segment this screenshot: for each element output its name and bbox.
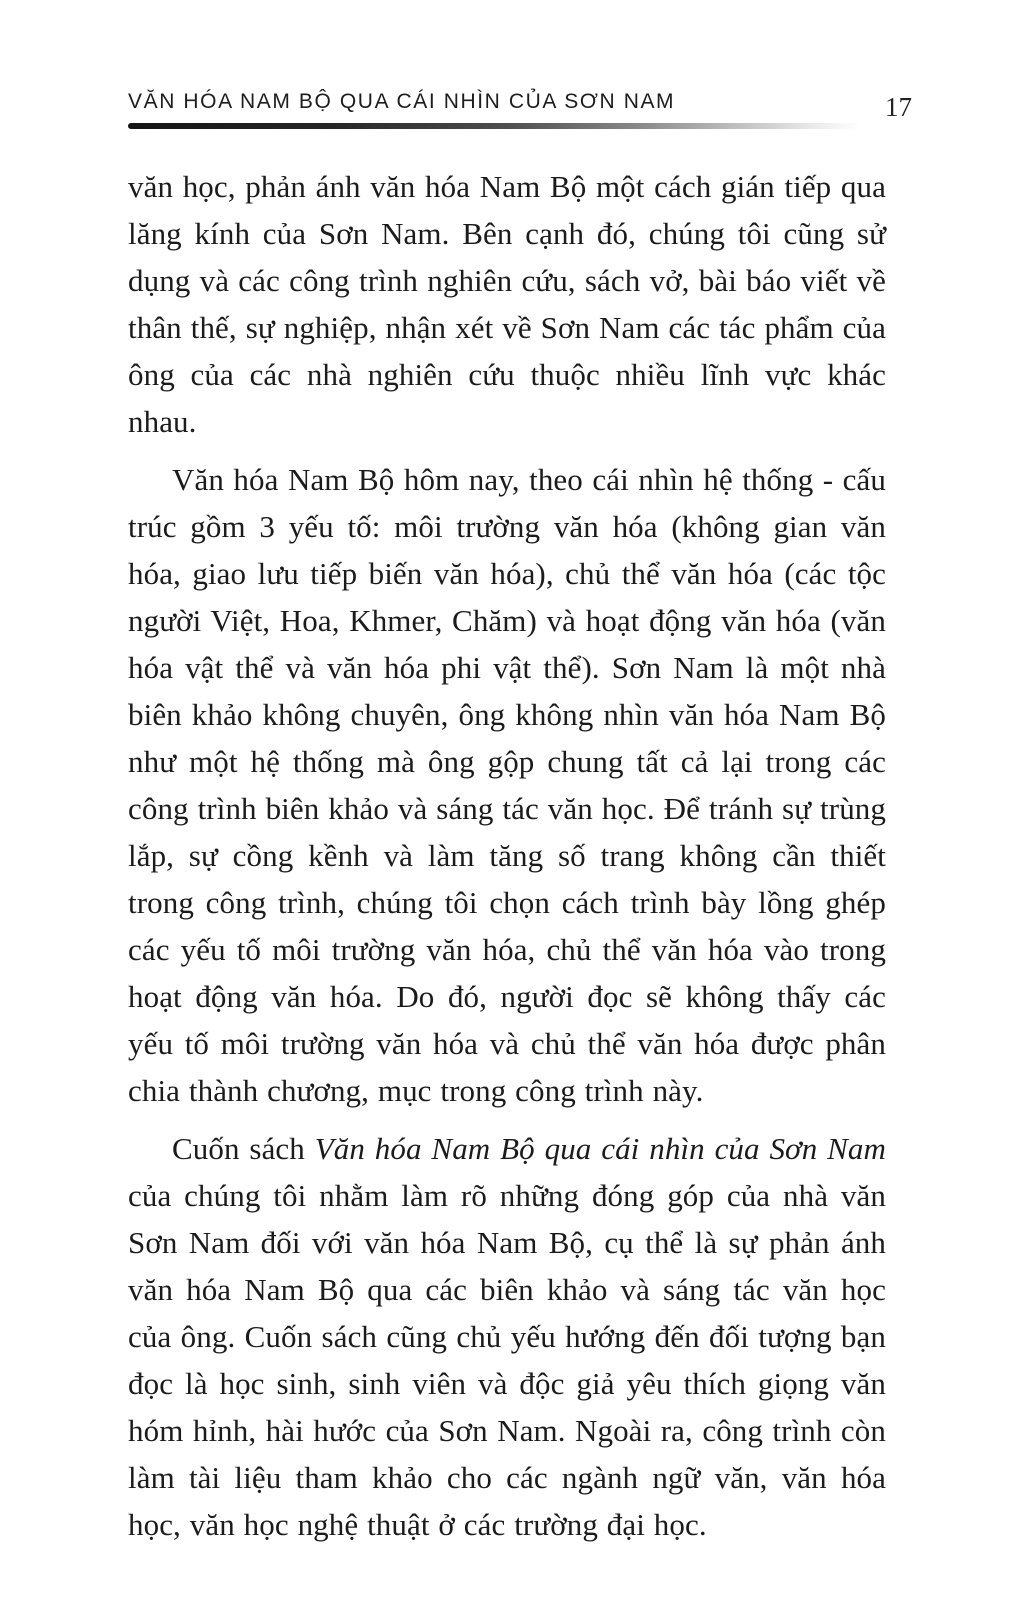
page-header <box>128 90 912 136</box>
page-number: 17 <box>885 92 912 122</box>
header-rule-divider <box>128 123 861 129</box>
paragraph-cuon-sach <box>128 1125 886 1548</box>
paragraph-cuon-sach-rest: của chúng tôi nhằm làm rõ những đóng góp của nhà văn Sơn Nam đối với văn hóa Nam Bộ, cụ thể là sự phản ánh văn hóa Nam Bộ qua các biên khảo và sáng tác văn học của ông. Cuốn sách cũng chủ yếu hướng đến đối tượng bạn đọc là học sinh, sinh viên và độc giả yêu thích giọng văn hóm hỉnh, hài hước của Sơn Nam. Ngoài ra, công trình còn làm tài liệu tham khảo cho các ngành ngữ văn, văn hóa học, văn học nghệ thuật ở các trường đại học. <box>128 1178 886 1542</box>
paragraph-van-hoa-nam-bo: Văn hóa Nam Bộ hôm nay, theo cái nhìn hệ thống - cấu trúc gồm 3 yếu tố: môi trường văn hóa (không gian văn hóa, giao lưu tiếp biến văn hóa), chủ thể văn hóa (các tộc người Việt, Hoa, Khmer, Chăm) và hoạt động văn hóa (văn hóa vật thể và văn hóa phi vật thể). Sơn Nam là một nhà biên khảo không chuyên, ông không nhìn văn hóa Nam Bộ như một hệ thống mà ông gộp chung tất cả lại trong các công trình biên khảo và sáng tác văn học. Để tránh sự trùng lắp, sự cồng kềnh và làm tăng số trang không cần thiết trong công trình, chúng tôi chọn cách trình bày lồng ghép các yếu tố môi trường văn hóa, chủ thể văn hóa vào trong hoạt động văn hóa. Do đó, người đọc sẽ không thấy các yếu tố môi trường văn hóa và chủ thể văn hóa được phân chia thành chương, mục trong công trình này. <box>128 462 886 1108</box>
running-title: VĂN HÓA NAM BỘ QUA CÁI NHÌN CỦA SƠN NAM <box>128 90 676 113</box>
paragraph-cuon-sach-lead: Cuốn sách <box>172 1131 315 1166</box>
book-title-italic: Văn hóa Nam Bộ qua cái nhìn của Sơn Nam <box>314 1131 886 1166</box>
paragraph-continuation: văn học, phản ánh văn hóa Nam Bộ một cách gián tiếp qua lăng kính của Sơn Nam. Bên cạnh đó, chúng tôi cũng sử dụng và các công trình nghiên cứu, sách vở, bài báo viết về thân thế, sự nghiệp, nhận xét về Sơn Nam các tác phẩm của ông của các nhà nghiên cứu thuộc nhiều lĩnh vực khác nhau. <box>128 169 886 439</box>
page-body-text <box>128 163 886 1559</box>
